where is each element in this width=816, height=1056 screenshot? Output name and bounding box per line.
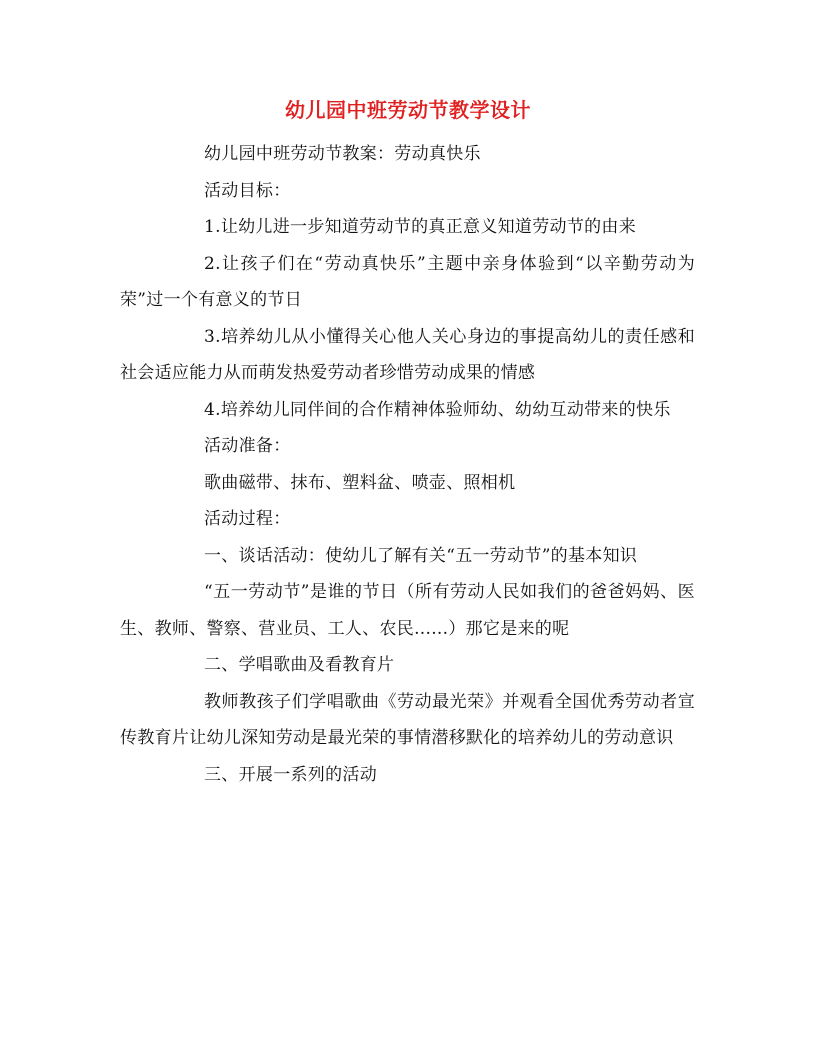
document-body (120, 136, 695, 793)
paragraph-step-2-detail: 教师教孩子们学唱歌曲《劳动最光荣》并观看全国优秀劳动者宣传教育片让幼儿深知劳动是最光荣的事情潜移默化的培养幼儿的劳动意识 (120, 691, 695, 748)
paragraph-lesson-name: 幼儿园中班劳动节教案：劳动真快乐 (204, 144, 481, 164)
document-title: 幼儿园中班劳动节教学设计 (285, 98, 531, 122)
paragraph-step-1: 一、谈话活动：使幼儿了解有关“五一劳动节”的基本知识 (204, 545, 638, 566)
paragraph-preparation-heading: 活动准备： (204, 436, 291, 456)
paragraph-objective-4: 4.培养幼儿同伴间的合作精神体验师幼、幼幼互动带来的快乐 (204, 399, 671, 420)
paragraph-step-3: 三、开展一系列的活动 (204, 764, 377, 785)
paragraph-objective-1: 1.让幼儿进一步知道劳动节的真正意义知道劳动节的由来 (204, 217, 637, 237)
paragraph-objectives-heading: 活动目标： (204, 180, 291, 201)
paragraph-materials: 歌曲磁带、抹布、塑料盆、喷壶、照相机 (204, 472, 516, 493)
paragraph-objective-3: 3.培养幼儿从小懂得关心他人关心身边的事提高幼儿的责任感和社会适应能力从而萌发热爱劳动者珍惜劳动成果的情感 (120, 326, 695, 383)
paragraph-step-1-detail: “五一劳动节”是谁的节日（所有劳动人民如我们的爸爸妈妈、医生、教师、警察、营业员、工人、农民......）那它是来的呢 (120, 582, 695, 639)
paragraph-process-heading: 活动过程： (204, 509, 291, 529)
paragraph-step-2: 二、学唱歌曲及看教育片 (204, 655, 395, 675)
paragraph-objective-2: 2.让孩子们在“劳动真快乐”主题中亲身体验到“以辛勤劳动为荣”过一个有意义的节日 (120, 253, 695, 310)
